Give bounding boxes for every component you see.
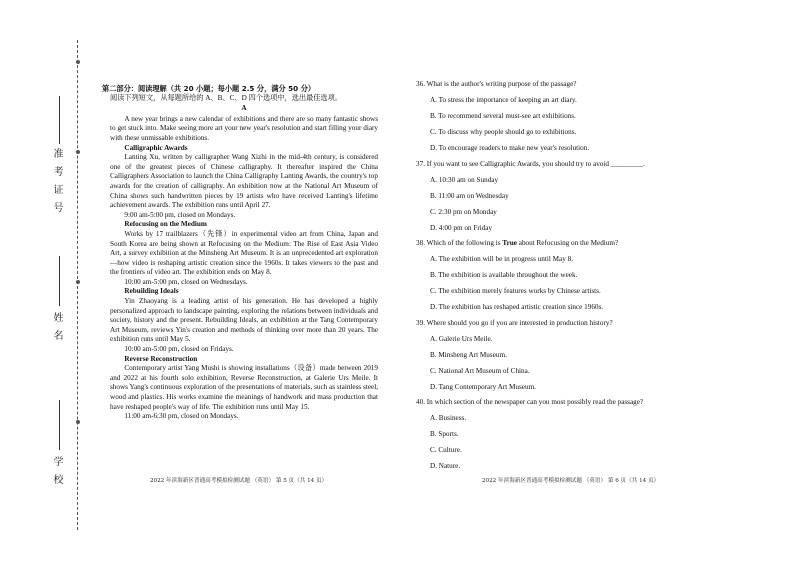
passage-intro: A new year brings a new calendar of exhibitions and there are so many fantastic shows to get stuck into. Make seeing more art your new year's resolution and start filling your diary with these unmissable exhibitions. (110, 114, 378, 142)
questions-column (416, 80, 688, 472)
heading-refocusing: Refocusing on the Medium (124, 220, 207, 229)
reading-passage-column (102, 84, 378, 422)
option[interactable]: B. 11:00 am on Wednesday (430, 191, 509, 200)
paragraph-rebuilding-ideals: Yin Zhaoyang is a leading artist of his generation. He has developed a highly personalized approach to landscape painting, exploring the relations between individuals and society, history and the present. Rebuilding Ideals, an exhibition at the Tang Contemporary Art Museum, reviews Yin's creation and methods of thinking over more than 20 years. The exhibition runs until May 5. (110, 297, 378, 344)
binding-dot (76, 280, 80, 284)
option[interactable]: D. To encourage readers to make new year's resolution. (430, 144, 590, 152)
option[interactable]: C. National Art Museum of China. (430, 366, 530, 375)
option[interactable]: A. Business. (430, 414, 467, 422)
heading-rebuilding-ideals: Rebuilding Ideals (124, 287, 179, 296)
option[interactable]: C. Culture. (430, 446, 462, 454)
page-footer-right: 2022 年滨海新区普通高考模拟检测试题 （英语） 第 6 页（共 14 页） (482, 478, 660, 484)
question-38-emphasis: True (502, 239, 517, 247)
question-38-stem-end: about Refocusing on the Medium? (516, 239, 619, 247)
option[interactable]: D. 4:00 pm on Friday (430, 223, 493, 232)
option[interactable]: A. To stress the importance of keeping an art diary. (430, 96, 577, 104)
paragraph-refocusing: Works by 17 trailblazers（先锋）in experimental video art from China, Japan and South Korea are being shown at Refocusing on the Medium: The Rise of East Asia Video Art, a survey exhibition at the Minsheng Art Museum. It is an unprecedented art exploration—how video is reshaping artistic creation since the 1960s. It takes viewers to the past and the frontiers of video art. The exhibition ends on May 8. (110, 229, 378, 277)
exam-id-write-line[interactable] (59, 96, 60, 144)
binding-dot (76, 60, 80, 64)
heading-reverse-reconstruction: Reverse Reconstruction (124, 354, 198, 363)
hours-calligraphic-awards: 9:00 am-5:00 pm, closed on Mondays. (124, 210, 236, 219)
school-write-line[interactable] (59, 400, 60, 450)
paragraph-reverse-reconstruction: Contemporary artist Yang Mushi is showing installations（设备）made between 2019 and 2022 at his fourth solo exhibition, Reverse Reconstruction, at Galerie Urs Meile. It shows Yang's continuous exploration of the presentations of materials, such as stainless steel, wood and plastics. His works examine the meanings of handwork and mass production that have reshaped people's way of life. The exhibition runs until May 15. (110, 364, 378, 411)
option[interactable]: C. 2:30 pm on Monday (430, 207, 497, 216)
question-39: 39. Where should you go if you are interested in production history? (416, 318, 613, 327)
hours-refocusing: 10:00 am-5:00 pm, closed on Wednesdays. (124, 277, 248, 286)
option[interactable]: D. The exhibition has reshaped artistic creation since 1960s. (430, 303, 604, 311)
option[interactable]: A. Galerie Urs Meile. (430, 334, 493, 343)
heading-calligraphic-awards: Calligraphic Awards (124, 143, 188, 152)
option[interactable]: C. To discuss why people should go to exhibitions. (430, 128, 577, 136)
section-title: 第二部分：阅读理解（共 20 小题；每小题 2.5 分，满分 50 分） (102, 84, 316, 93)
name-label: 姓名 (51, 312, 62, 348)
binding-dashed-line (77, 40, 78, 530)
question-38-stem-start: 38. Which of the following is (416, 239, 503, 247)
option[interactable]: B. Sports. (430, 430, 459, 438)
hours-rebuilding-ideals: 10:00 am-5:00 pm, closed on Fridays. (124, 345, 234, 354)
paragraph-calligraphic-awards: Lanting Xu, written by calligrapher Wang Xizhi in the mid-4th century, is considered one of the greatest pieces of Chinese calligraphy. It thereafter inspired the China Calligraphers Association to launch the China Calligraphy Lanting Awards, the country's top awards for the creation of calligraphy. An exhibition now at the National Art Museum of China shows such handwritten pieces by 19 artists who have received Lanting's lifetime achievement awards. The exhibition runs until April 27. (110, 153, 378, 210)
option[interactable]: D. Nature. (430, 462, 461, 470)
question-36: 36. What is the author's writing purpose of the passage? (416, 80, 577, 88)
page-footer-left: 2022 年滨海新区普通高考模拟检测试题 （英语） 第 5 页（共 14 页） (150, 478, 328, 484)
binding-dot (76, 420, 80, 424)
option[interactable]: A. 10:30 am on Sunday (430, 175, 499, 184)
option[interactable]: B. The exhibition is available throughout the week. (430, 271, 578, 279)
question-38 (416, 239, 688, 249)
instructions: 阅读下列短文，从每题所给的 A、B、C、D 四个选项中，选出最佳选项。 (110, 93, 343, 102)
option[interactable]: D. Tang Contemporary Art Museum. (430, 382, 536, 391)
option[interactable]: B. To recommend several must-see art exhibitions. (430, 112, 576, 120)
hours-reverse-reconstruction: 11:00 am-6:30 pm, closed on Mondays. (124, 412, 239, 421)
question-40: 40. In which section of the newspaper can you most possibly read the passage? (416, 398, 644, 406)
option[interactable]: C. The exhibition merely features works by Chinese artists. (430, 287, 601, 295)
passage-letter: A (241, 104, 247, 113)
exam-id-label: 准考证号 (51, 148, 62, 220)
name-write-line[interactable] (59, 256, 60, 306)
option[interactable]: A. The exhibition will be in progress until May 8. (430, 255, 574, 263)
question-37: 37. If you want to see Calligraphic Awards, you should try to avoid _________. (416, 159, 645, 168)
option[interactable]: B. Minsheng Art Museum. (430, 350, 507, 359)
binding-dot (76, 150, 80, 154)
school-label: 学校 (51, 456, 62, 492)
